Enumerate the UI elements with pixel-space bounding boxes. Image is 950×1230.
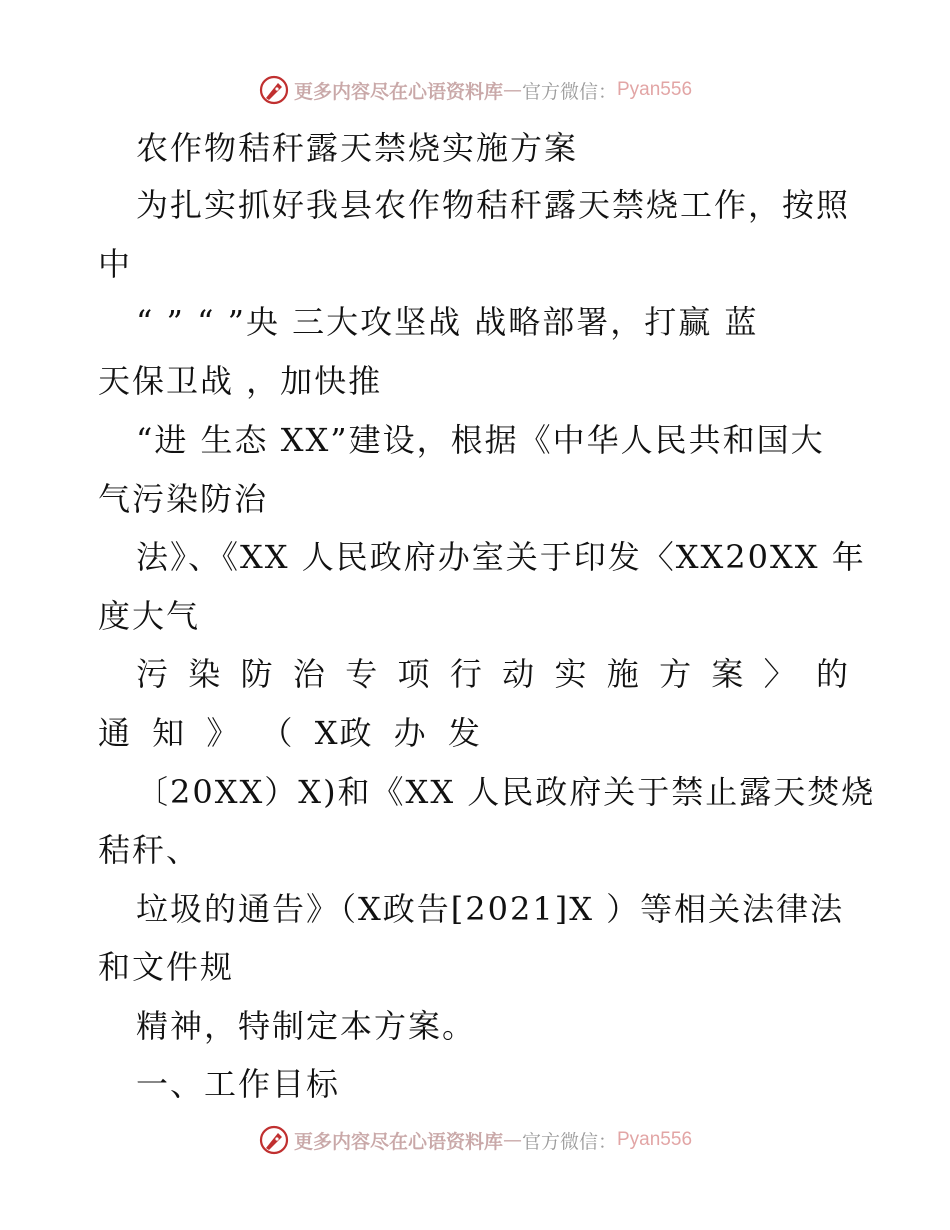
paragraph-line: 中 bbox=[98, 245, 133, 283]
banner-label: 官方微信： bbox=[521, 1130, 617, 1153]
paragraph-line: 为扎实抓好我县农作物秸秆露天禁烧工作，按照 bbox=[136, 186, 851, 224]
paragraph-line: 度大气 bbox=[98, 597, 201, 635]
paragraph-line: 气污染防治 bbox=[98, 480, 269, 518]
paragraph-line: 秸秆、 bbox=[98, 831, 201, 869]
paragraph-line: “进 生态 XX”建设，根据《中华人民共和国大 bbox=[136, 421, 825, 459]
document-title: 农作物秸秆露天禁烧实施方案 bbox=[136, 129, 579, 167]
paragraph-line: 污 染 防 治 专 项 行 动 实 施 方 案 〉 的 bbox=[136, 655, 850, 693]
banner-label: 官方微信： bbox=[521, 80, 617, 103]
banner-wechat-id: Pyan556 bbox=[617, 79, 693, 100]
paragraph-line: 精神，特制定本方案。 bbox=[136, 1007, 477, 1045]
section-heading: 一、工作目标 bbox=[136, 1065, 341, 1103]
banner-separator: — bbox=[502, 79, 522, 101]
paragraph-line: 和文件规 bbox=[98, 948, 235, 986]
pen-nib-circle-icon bbox=[258, 1124, 290, 1156]
paragraph-line: “ ” “ ”央 三大攻坚战 战略部署，打赢 蓝 bbox=[136, 303, 759, 341]
banner-separator: — bbox=[502, 1129, 522, 1151]
paragraph-line: 垃圾的通告》（X政告[2021]X ）等相关法律法 bbox=[136, 890, 845, 928]
paragraph-line: 天保卫战 ，加快推 bbox=[98, 362, 383, 400]
paragraph-line: 〔20XX）X)和《XX 人民政府关于禁止露天焚烧 bbox=[136, 773, 876, 811]
banner-main-text: 更多内容尽在心语资料库 bbox=[293, 80, 503, 103]
paragraph-line: 通 知 》 （ X政 办 发 bbox=[98, 714, 482, 752]
banner-wechat-id: Pyan556 bbox=[617, 1129, 693, 1150]
paragraph-line: 法》、《XX 人民政府办室关于印发〈XX20XX 年 bbox=[136, 538, 866, 576]
banner-main-text: 更多内容尽在心语资料库 bbox=[293, 1130, 503, 1153]
bottom-watermark-banner bbox=[0, 1120, 950, 1160]
